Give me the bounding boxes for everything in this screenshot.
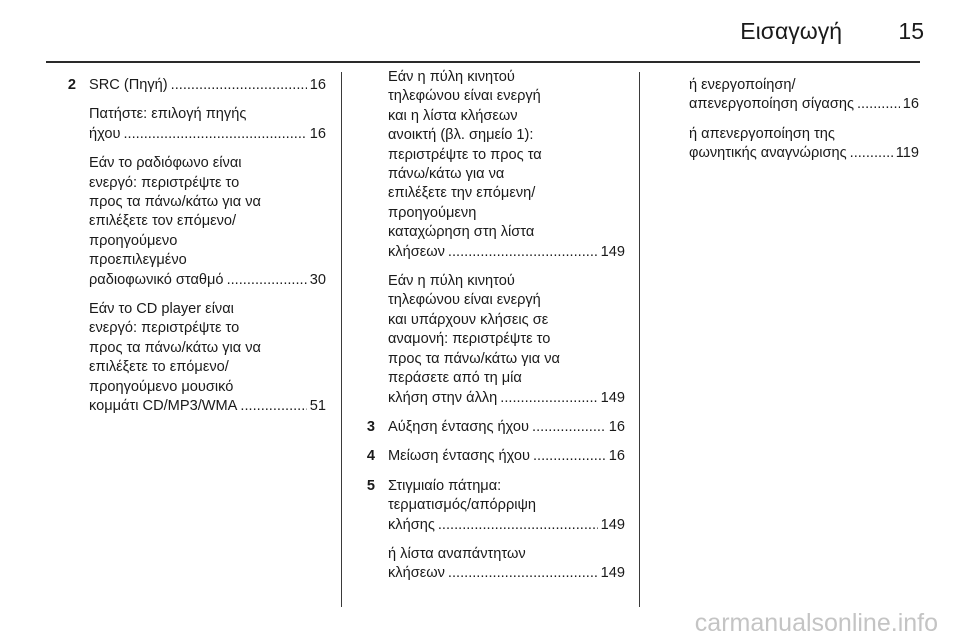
entry-text: επιλέξετε τον επόμενο/ [89, 213, 237, 230]
index-entry [656, 125, 919, 164]
index-entry [355, 477, 625, 535]
entry-text: περάσετε από τη μία [388, 370, 522, 387]
watermark: carmanualsonline.info [694, 609, 938, 637]
callout-number: 4 [366, 448, 375, 465]
index-entry [355, 272, 625, 408]
entry-text: προηγούμενο μουσικό [89, 378, 234, 395]
entry-text: κλήσης [388, 516, 435, 533]
index-entry [656, 76, 919, 115]
column-right [656, 68, 919, 174]
entry-line-with-page-ref [689, 95, 919, 114]
header-rule [46, 61, 920, 63]
entry-text: SRC (Πηγή) [89, 77, 168, 93]
entry-text: τερματισμός/απόρριψη [388, 497, 537, 514]
entry-text: Εάν η πύλη κινητού [388, 273, 515, 290]
column-middle [355, 68, 625, 594]
callout-number: 2 [67, 77, 76, 93]
entry-line-with-page-ref [388, 516, 625, 535]
entry-line-with-page-ref [388, 564, 625, 583]
index-entry [355, 545, 625, 584]
entry-text: Αύξηση έντασης ήχου [388, 418, 530, 435]
page-number: 15 [898, 18, 924, 44]
entry-text: αναμονή: περιστρέψτε το [388, 331, 551, 348]
entry-line-with-page-ref [388, 418, 625, 437]
entry-text: ήχου [89, 125, 121, 142]
entry-line-with-page-ref [689, 144, 919, 163]
entry-text: προς τα πάνω/κάτω για να [89, 339, 261, 356]
column-divider [341, 72, 342, 607]
entry-text: Στιγμιαίο πάτημα: [388, 477, 502, 494]
callout-number: 3 [366, 418, 375, 435]
entry-text: περιστρέψτε το προς τα [388, 146, 542, 163]
dot-leader [500, 389, 597, 408]
entry-text: προηγούμενη [388, 204, 477, 221]
dot-leader [533, 447, 606, 466]
entry-text: απενεργοποίηση σίγασης [689, 96, 854, 113]
dot-leader [857, 95, 900, 114]
page-reference: 16 [902, 96, 919, 113]
page-reference: 149 [600, 389, 625, 406]
entry-text: ενεργό: περιστρέψτε το [89, 320, 240, 337]
entry-text: Μείωση έντασης ήχου [388, 448, 530, 465]
column-left [56, 68, 326, 427]
entry-text: και η λίστα κλήσεων [388, 107, 518, 124]
entry-text: Εάν η πύλη κινητού [388, 69, 515, 85]
page-reference: 16 [608, 448, 625, 465]
entry-line-with-page-ref [89, 76, 326, 95]
entry-text: τηλεφώνου είναι ενεργή [388, 292, 541, 309]
entry-text: ή απενεργοποίηση της [689, 125, 835, 142]
callout-number: 5 [366, 477, 375, 494]
entry-text: κλήσεων [388, 243, 445, 260]
dot-leader [532, 418, 606, 437]
dot-leader [438, 516, 598, 535]
entry-text: ανοικτή (βλ. σημείο 1): [388, 127, 534, 144]
page-reference: 30 [309, 271, 326, 288]
entry-line-with-page-ref [388, 447, 625, 466]
index-entry [56, 300, 326, 416]
index-entry [56, 154, 326, 290]
dot-leader [171, 76, 307, 95]
entry-text: τηλεφώνου είναι ενεργή [388, 88, 541, 105]
entry-line-with-page-ref [89, 397, 326, 416]
entry-text: κλήση στην άλλη [388, 389, 498, 406]
entry-text: ή ενεργοποίηση/ [689, 77, 796, 93]
entry-text: πάνω/κάτω για να [388, 166, 505, 183]
entry-text: και υπάρχουν κλήσεις σε [388, 311, 549, 328]
entry-line-with-page-ref [89, 125, 326, 144]
column-divider [639, 72, 640, 607]
entry-line-with-page-ref [89, 271, 326, 290]
page-reference: 51 [309, 398, 326, 415]
entry-text: προς τα πάνω/κάτω για να [388, 350, 560, 367]
page-reference: 16 [608, 418, 625, 435]
entry-text: επιλέξετε την επόμενη/ [388, 185, 536, 202]
page-reference: 16 [309, 77, 326, 93]
entry-text: ενεργό: περιστρέψτε το [89, 174, 240, 191]
entry-line-with-page-ref [388, 243, 625, 262]
entry-text: Εάν το ραδιόφωνο είναι [89, 155, 242, 172]
dot-leader [448, 564, 598, 583]
entry-text: κομμάτι CD/MP3/WMA [89, 398, 238, 415]
dot-leader [448, 243, 598, 262]
page-header [0, 0, 960, 64]
index-entry [355, 447, 625, 466]
page-reference: 16 [309, 125, 326, 142]
index-entry [56, 76, 326, 95]
page-reference: 149 [600, 516, 625, 533]
section-title: Εισαγωγή [740, 18, 842, 44]
dot-leader [123, 125, 306, 144]
index-entry [355, 68, 625, 262]
entry-text: Εάν το CD player είναι [89, 301, 234, 318]
dot-leader [227, 271, 307, 290]
entry-text: κλήσεων [388, 565, 445, 582]
entry-line-with-page-ref [388, 389, 625, 408]
entry-text: καταχώρηση στη λίστα [388, 224, 535, 241]
index-entry [56, 105, 326, 144]
page-reference: 149 [600, 565, 625, 582]
dot-leader [850, 144, 893, 163]
index-entry [355, 418, 625, 437]
entry-text: Πατήστε: επιλογή πηγής [89, 106, 247, 123]
entry-text: προεπιλεγμένο [89, 252, 187, 269]
page-reference: 119 [895, 145, 919, 162]
entry-text: επιλέξετε το επόμενο/ [89, 359, 229, 376]
entry-text: ραδιοφωνικό σταθμό [89, 271, 224, 288]
entry-text: προς τα πάνω/κάτω για να [89, 194, 261, 211]
entry-text: προηγούμενο [89, 232, 178, 249]
entry-text: ή λίστα αναπάντητων [388, 545, 526, 562]
dot-leader [240, 397, 306, 416]
entry-text: φωνητικής αναγνώρισης [689, 145, 847, 162]
page-reference: 149 [600, 243, 625, 260]
